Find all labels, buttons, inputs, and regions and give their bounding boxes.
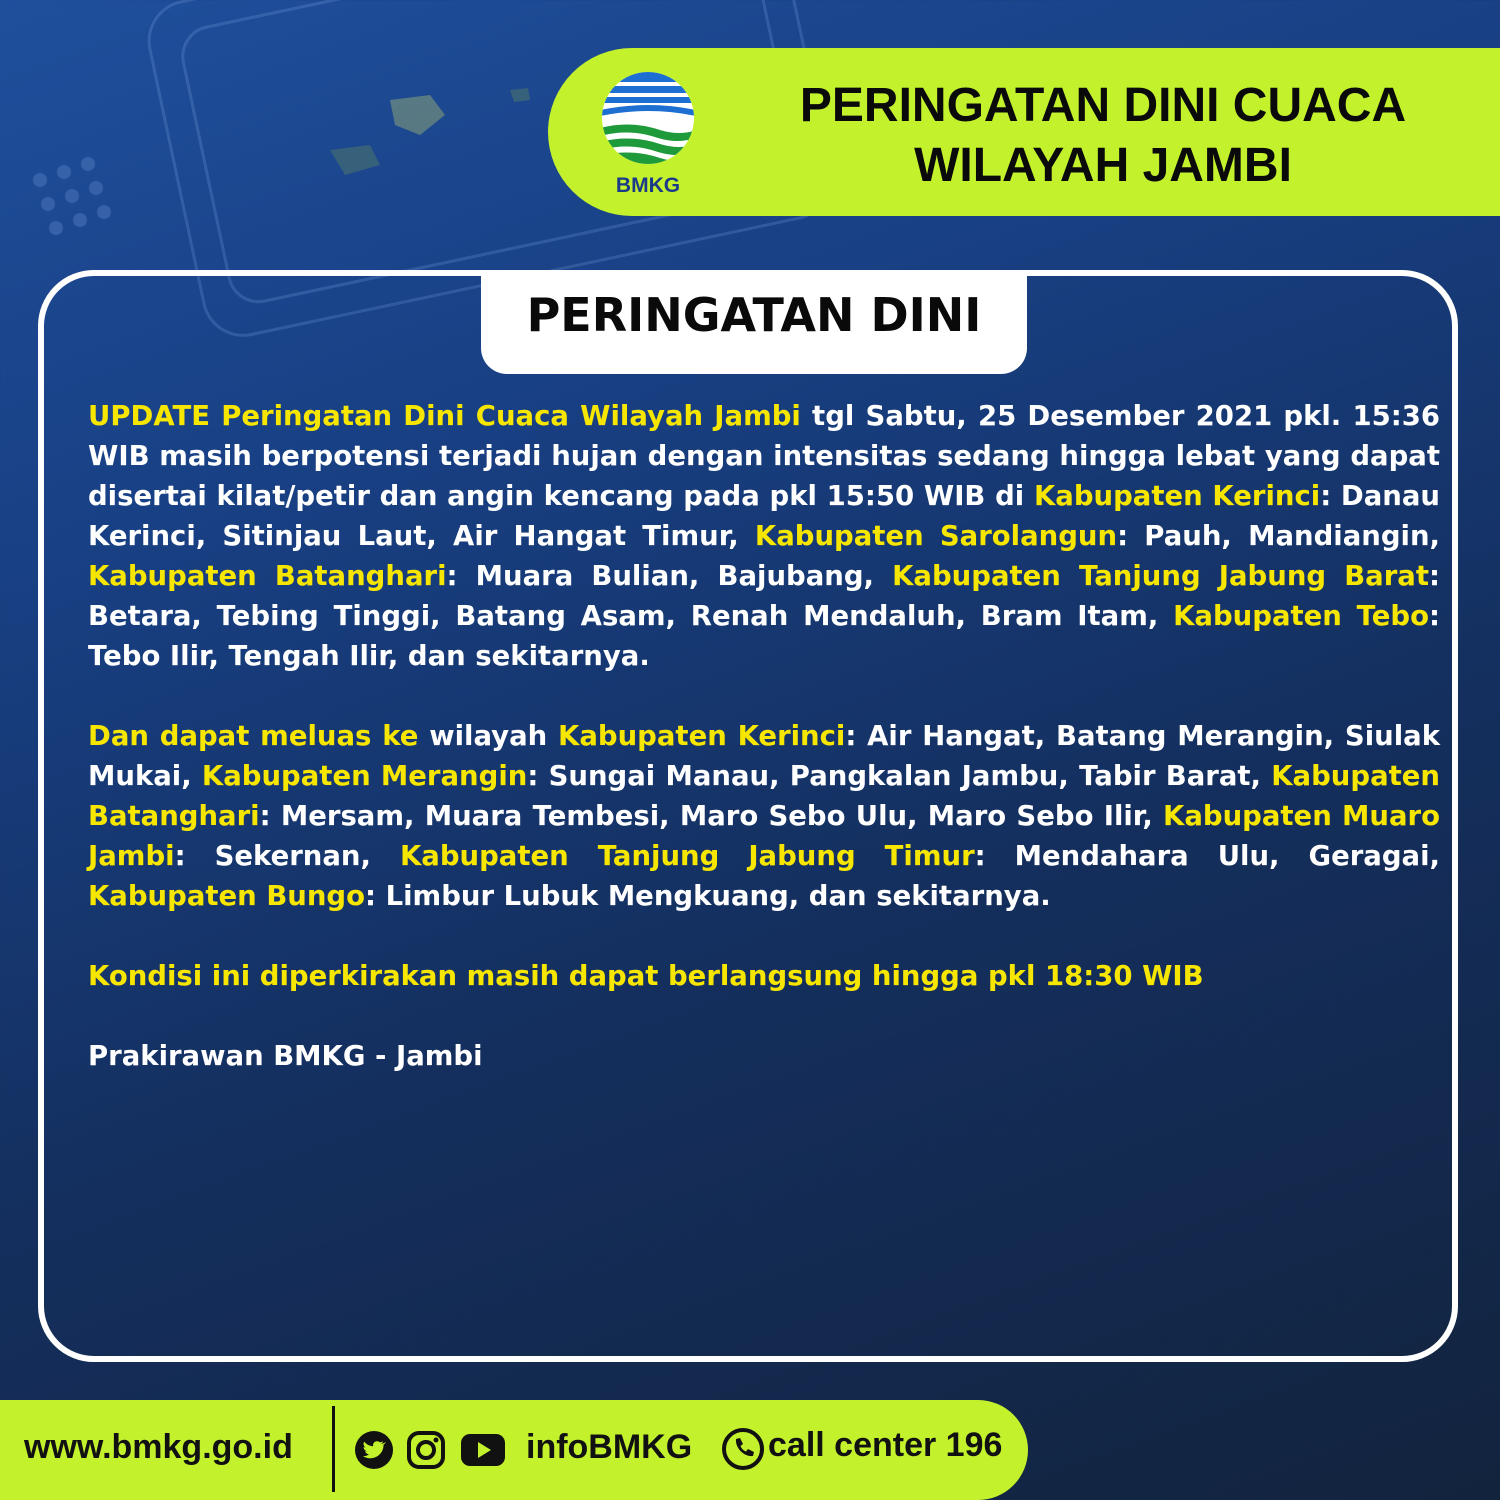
warning-paragraph-2: [88, 716, 1440, 916]
text-segment: : Danau Kerinci, Sitinjau Laut, Air Hangat Timur,: [88, 480, 1440, 552]
twitter-icon[interactable]: [354, 1430, 394, 1470]
text-segment: wilayah: [418, 720, 559, 752]
text-segment: : Mersam, Muara Tembesi, Maro Sebo Ulu, Maro Sebo Ilir,: [259, 800, 1164, 832]
instagram-icon[interactable]: [406, 1430, 446, 1470]
warning-duration: Kondisi ini diperkirakan masih dapat berlangsung hingga pkl 18:30 WIB: [88, 960, 1204, 992]
warning-paragraph-1: [88, 396, 1440, 676]
text-segment: : Muara Bulian, Bajubang,: [446, 560, 893, 592]
bmkg-logo: [600, 70, 696, 198]
warning-content: [88, 396, 1440, 1116]
website-link[interactable]: www.bmkg.go.id: [24, 1428, 293, 1466]
signature: Prakirawan BMKG - Jambi: [88, 1040, 483, 1072]
highlight-segment: Kabupaten Batanghari: [88, 560, 447, 592]
highlight-segment: Dan dapat meluas ke: [88, 720, 419, 752]
footer-divider: [332, 1406, 335, 1492]
youtube-icon[interactable]: [460, 1432, 506, 1468]
text-segment: : Pauh, Mandiangin,: [1117, 520, 1440, 552]
highlight-segment: Kabupaten Batanghari: [88, 760, 1440, 832]
text-segment: tgl Sabtu, 25 Desember 2021 pkl. 15:36 WIB masih berpotensi terjadi hujan dengan intensitas sedang hingga lebat yang dapat disertai kilat/petir dan angin kencang pada pkl 15:50 WIB di: [88, 400, 1440, 512]
text-segment: : Betara, Tebing Tinggi, Batang Asam, Renah Mendaluh, Bram Itam,: [88, 560, 1440, 632]
logo-text: BMKG: [615, 174, 681, 197]
call-center[interactable]: call center 196: [768, 1426, 1003, 1464]
highlight-segment: Kabupaten Tanjung Jabung Barat: [892, 560, 1429, 592]
highlight-segment: Kabupaten Kerinci: [1033, 480, 1321, 512]
highlight-segment: UPDATE Peringatan Dini Cuaca Wilayah Jambi: [88, 400, 801, 432]
highlight-segment: Kabupaten Kerinci: [558, 720, 846, 752]
header-banner: [548, 48, 1500, 216]
text-segment: : Mendahara Ulu, Geragai,: [974, 840, 1440, 872]
social-handle[interactable]: infoBMKG: [526, 1428, 693, 1466]
highlight-segment: Kabupaten Merangin: [201, 760, 528, 792]
highlight-segment: Kabupaten Sarolangun: [754, 520, 1118, 552]
header-title-line1: PERINGATAN DINI CUACA: [799, 79, 1407, 132]
footer-bar: [0, 1400, 1028, 1500]
header-title-line2: WILAYAH JAMBI: [914, 139, 1292, 192]
highlight-segment: Kabupaten Bungo: [88, 880, 366, 912]
bmkg-logo-icon: [600, 70, 696, 170]
card-title: PERINGATAN DINI: [526, 288, 982, 342]
text-segment: : Air Hangat, Batang Merangin, Siulak Mukai,: [88, 720, 1440, 792]
header-title: [778, 76, 1428, 196]
card-title-tab: [481, 270, 1027, 374]
highlight-segment: Kabupaten Muaro Jambi: [88, 800, 1440, 872]
phone-icon: [722, 1428, 764, 1470]
highlight-segment: Kabupaten Tebo: [1173, 600, 1429, 632]
text-segment: : Tebo Ilir, Tengah Ilir, dan sekitarnya.: [88, 600, 1440, 672]
text-segment: : Sekernan,: [174, 840, 400, 872]
text-segment: : Limbur Lubuk Mengkuang, dan sekitarnya.: [365, 880, 1051, 912]
highlight-segment: Kabupaten Tanjung Jabung Timur: [399, 840, 975, 872]
text-segment: : Sungai Manau, Pangkalan Jambu, Tabir Barat,: [527, 760, 1272, 792]
